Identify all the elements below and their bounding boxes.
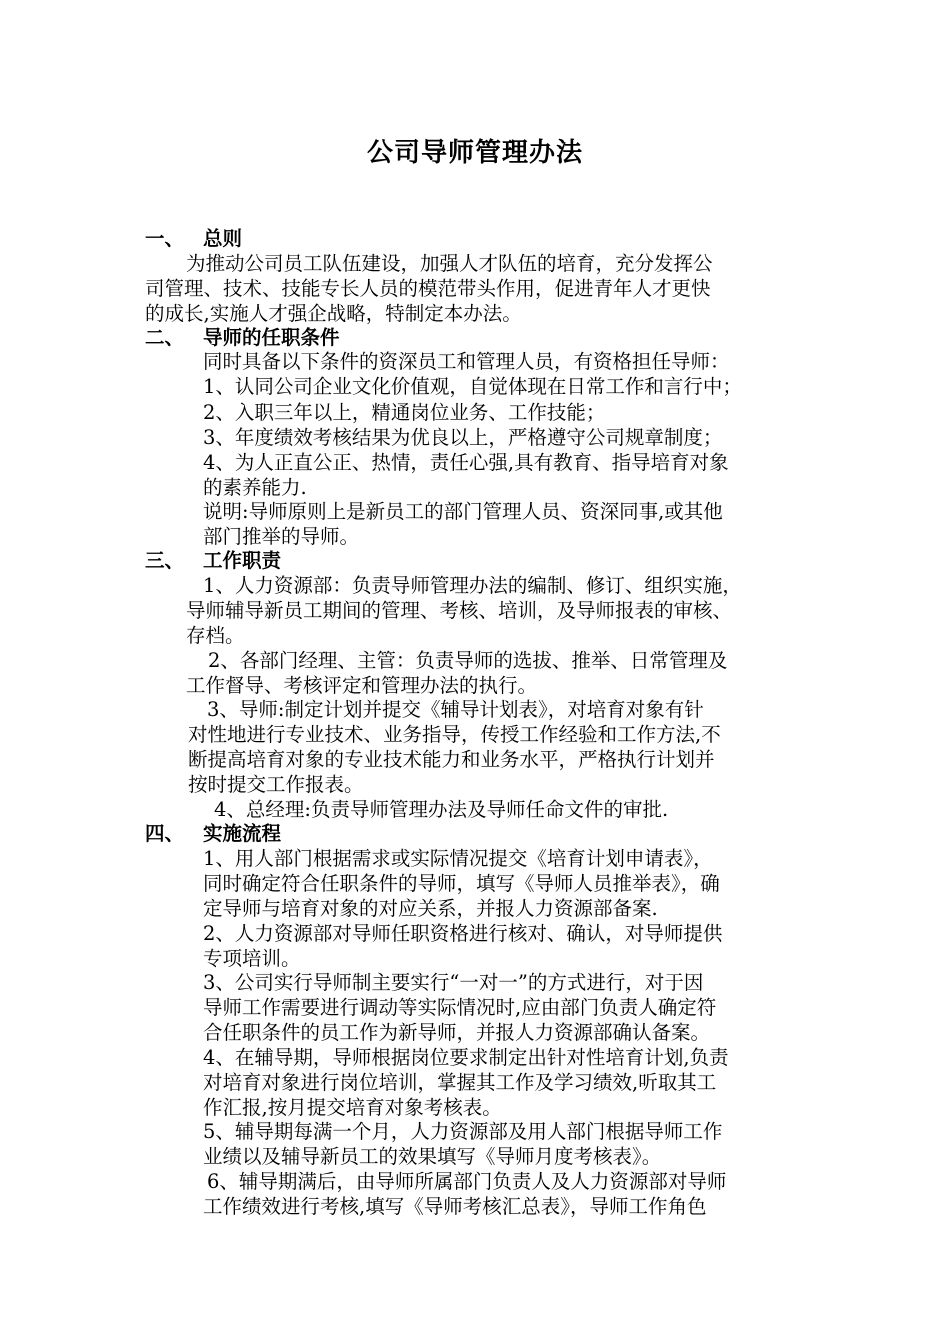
paragraph-line: 工作绩效进行考核,填写《导师考核汇总表》，导师工作角色	[203, 1195, 707, 1218]
section-heading: 导师的任职条件	[203, 326, 340, 349]
paragraph-line: 作汇报,按月提交培育对象考核表。	[203, 1096, 502, 1119]
paragraph-line: 同时具备以下条件的资深员工和管理人员，有资格担任导师：	[203, 350, 730, 373]
paragraph-line: 导师工作需要进行调动等实际情况时,应由部门负责人确定符	[203, 996, 717, 1019]
paragraph-line: 对性地进行专业技术、业务指导，传授工作经验和工作方法,不	[188, 723, 721, 746]
paragraph-line: 业绩以及辅导新员工的效果填写《导师月度考核表》。	[203, 1145, 662, 1168]
paragraph-line: 4、为人正直公正、热情，责任心强,具有教育、指导培育对象	[203, 451, 729, 474]
paragraph-line: 的成长,实施人才强企战略，特制定本办法。	[145, 302, 522, 325]
section-number: 三、	[145, 549, 185, 572]
paragraph-line: 2、入职三年以上，精通岗位业务、工作技能；	[203, 401, 606, 424]
paragraph-line: 5、辅导期每满一个月，人力资源部及用人部门根据导师工作	[203, 1120, 723, 1143]
section-heading: 实施流程	[203, 822, 282, 845]
section-number: 四、	[145, 822, 185, 845]
paragraph-line: 工作督导、考核评定和管理办法的执行。	[186, 674, 538, 697]
paragraph-line: 2、各部门经理、主管：负责导师的选拔、推举、日常管理及	[208, 649, 728, 672]
paragraph-line: 为推动公司员工队伍建设，加强人才队伍的培育，充分发挥公	[186, 252, 713, 275]
section-number: 一、	[145, 227, 185, 250]
paragraph-line: 4、总经理:负责导师管理办法及导师任命文件的审批.	[214, 798, 669, 821]
paragraph-line: 定导师与培育对象的对应关系，并报人力资源部备案.	[203, 897, 658, 920]
paragraph-line: 6、辅导期满后，由导师所属部门负责人及人力资源部对导师	[207, 1170, 727, 1193]
document-title: 公司导师管理办法	[366, 138, 583, 168]
paragraph-line: 4、在辅导期，导师根据岗位要求制定出针对性培育计划,负责	[203, 1046, 729, 1069]
paragraph-line: 存档。	[186, 624, 245, 647]
paragraph-line: 3、导师:制定计划并提交《辅导计划表》，对培育对象有针	[207, 698, 704, 721]
paragraph-line: 专项培训。	[203, 947, 301, 970]
section-heading: 工作职责	[203, 549, 282, 572]
paragraph-line: 合任职条件的员工作为新导师，并报人力资源部确认备案。	[203, 1021, 711, 1044]
paragraph-line: 导师辅导新员工期间的管理、考核、培训，及导师报表的审核、	[186, 599, 733, 622]
paragraph-line: 1、人力资源部：负责导师管理办法的编制、修订、组织实施，	[203, 574, 742, 597]
paragraph-line: 按时提交工作报表。	[188, 773, 364, 796]
paragraph-line: 对培育对象进行岗位培训，掌握其工作及学习绩效,听取其工	[203, 1071, 717, 1094]
section-number: 二、	[145, 326, 185, 349]
paragraph-line: 1、用人部门根据需求或实际情况提交《培育计划申请表》，	[203, 847, 713, 870]
paragraph-line: 的素养能力.	[203, 476, 307, 499]
paragraph-line: 1、认同公司企业文化价值观，自觉体现在日常工作和言行中；	[203, 375, 742, 398]
paragraph-line: 3、年度绩效考核结果为优良以上，严格遵守公司规章制度；	[203, 426, 723, 449]
section-heading: 总则	[203, 227, 243, 250]
paragraph-line: 说明:导师原则上是新员工的部门管理人员、资深同事,或其他	[203, 500, 723, 523]
paragraph-line: 部门推举的导师。	[203, 525, 360, 548]
paragraph-line: 2、人力资源部对导师任职资格进行核对、确认，对导师提供	[203, 922, 723, 945]
paragraph-line: 同时确定符合任职条件的导师，填写《导师人员推举表》，确	[203, 872, 720, 895]
paragraph-line: 3、公司实行导师制主要实行“一对一”的方式进行，对于因	[203, 971, 704, 994]
paragraph-line: 断提高培育对象的专业技术能力和业务水平，严格执行计划并	[188, 748, 715, 771]
paragraph-line: 司管理、技术、技能专长人员的模范带头作用，促进青年人才更快	[145, 277, 711, 300]
